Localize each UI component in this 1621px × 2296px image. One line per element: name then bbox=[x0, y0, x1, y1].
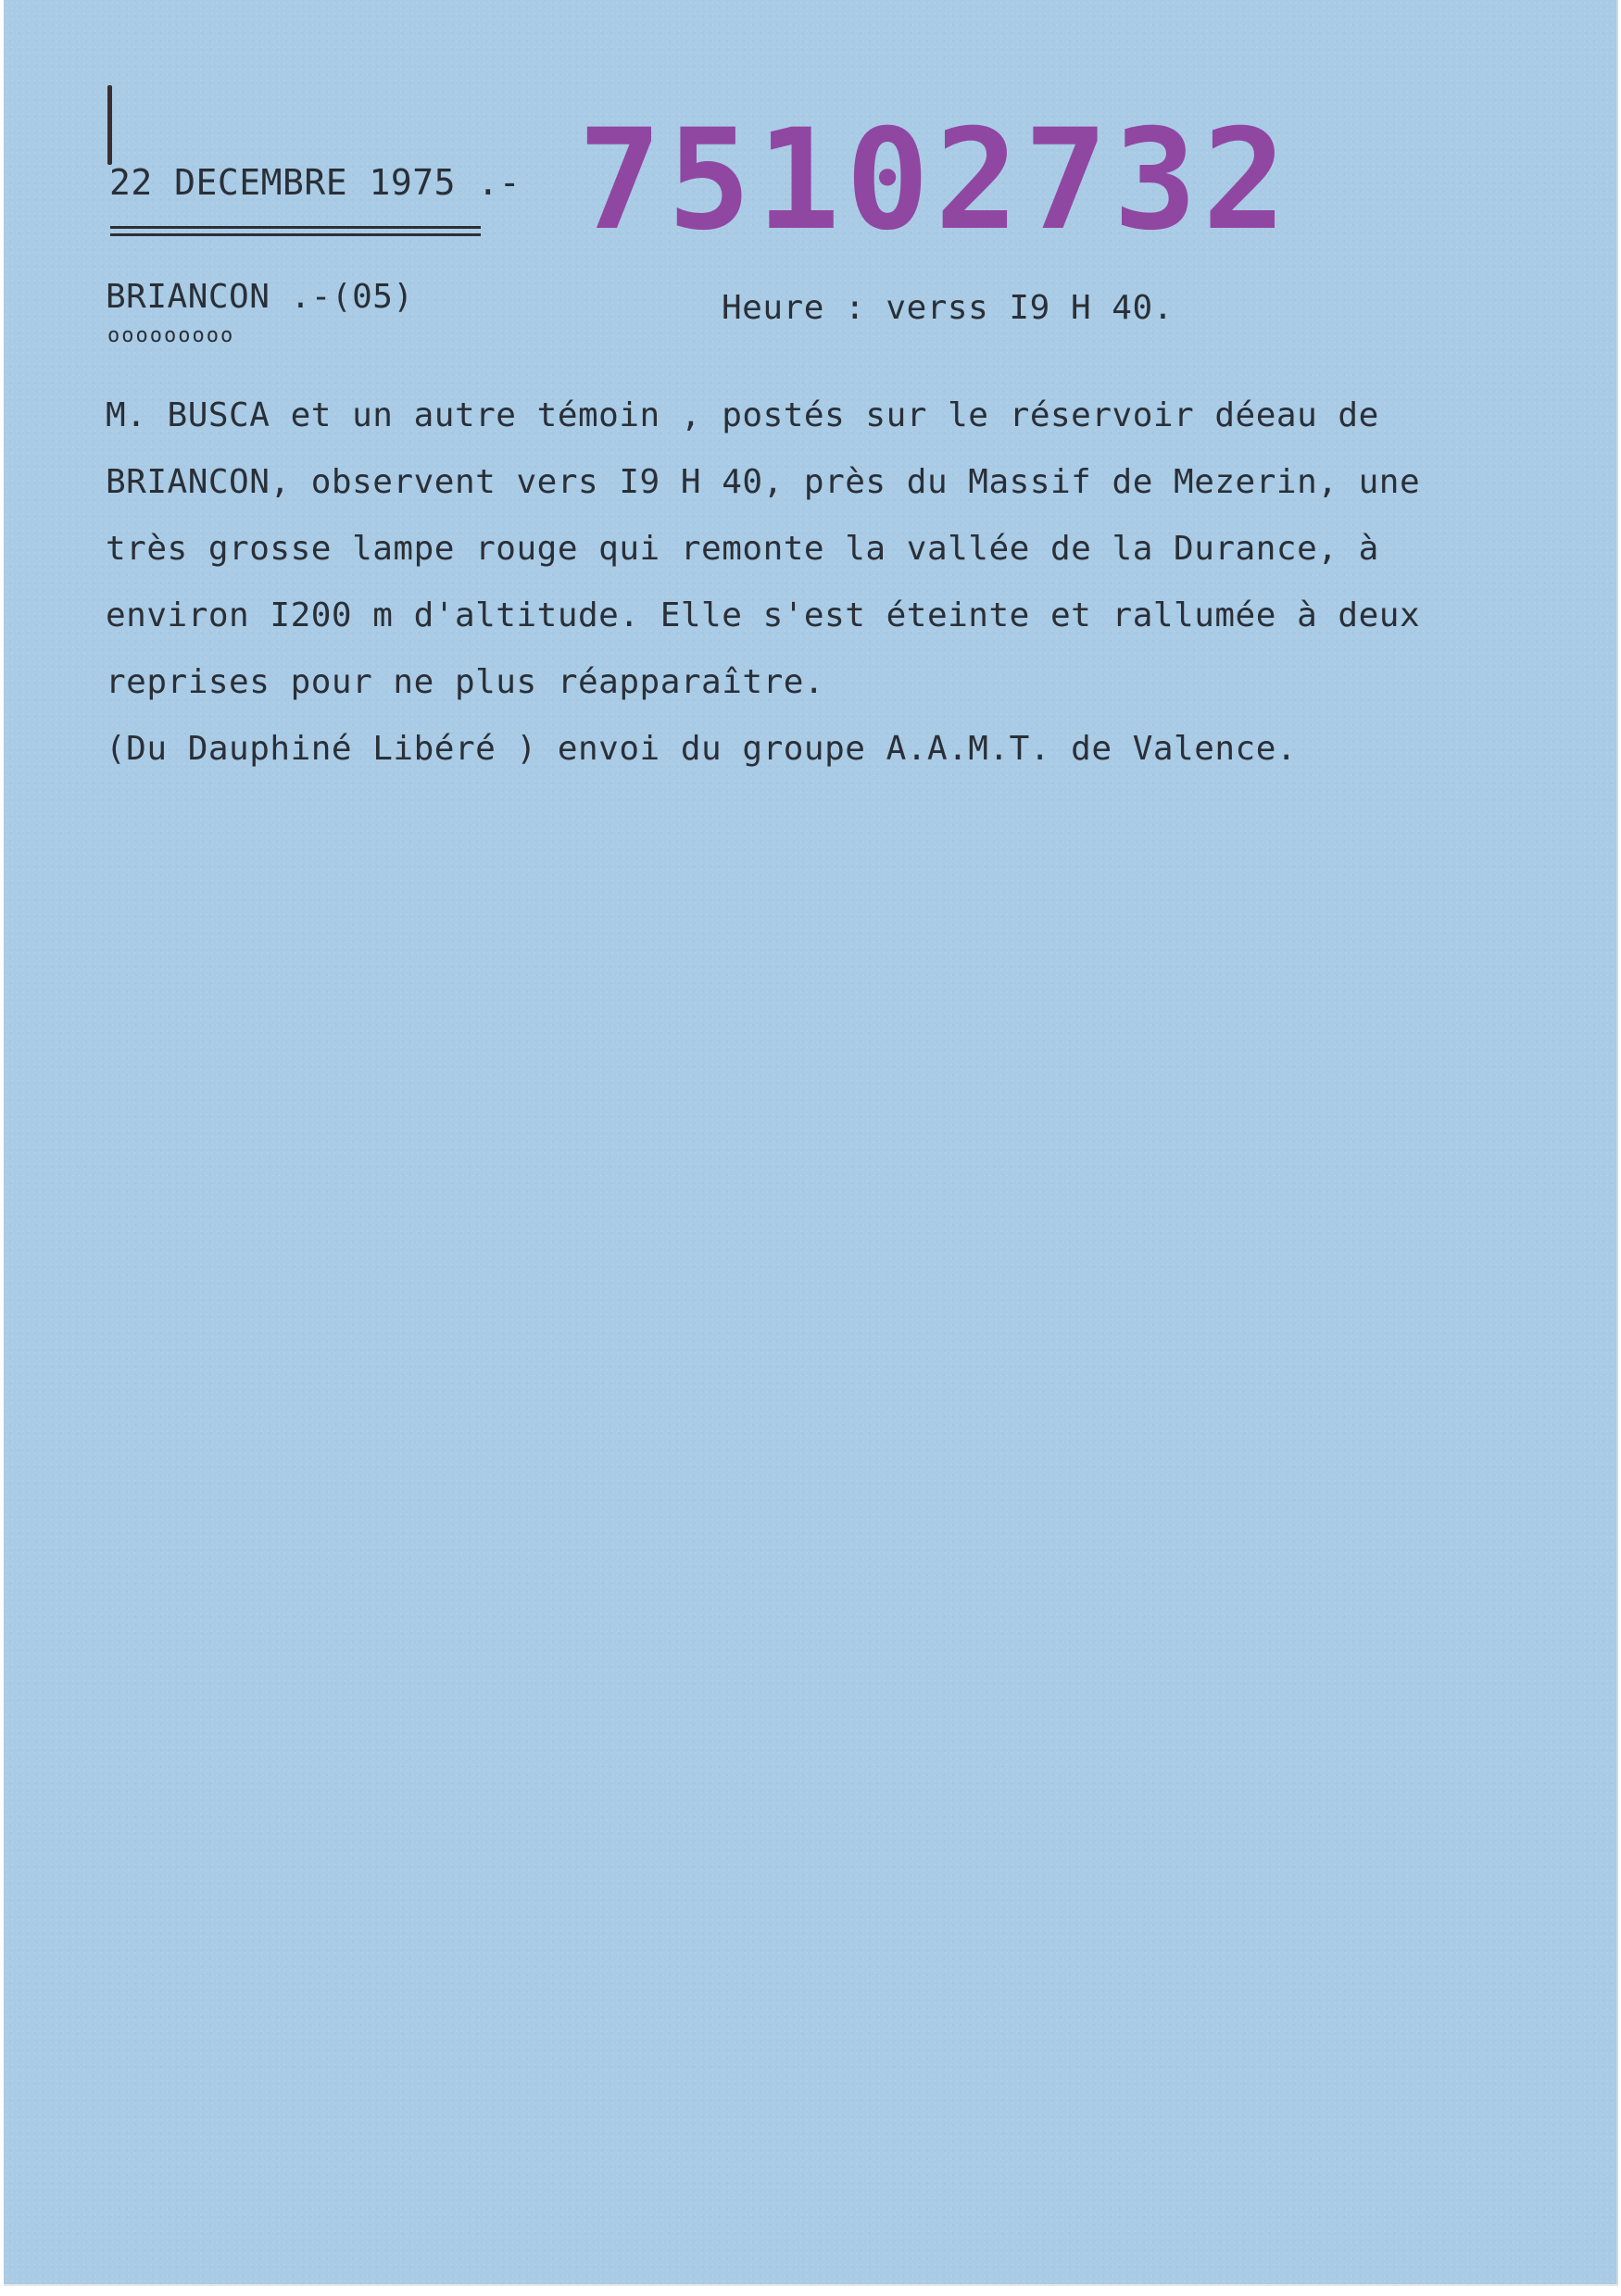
case-number-stamp: 75102732 bbox=[578, 100, 1292, 261]
body-line-5: reprises pour ne plus réapparaître. bbox=[106, 663, 825, 701]
report-date: 22 DECEMBRE 1975 .- bbox=[109, 162, 521, 203]
source-note: (Du Dauphiné Libéré ) envoi du groupe A.A.M.T. de Valence. bbox=[106, 730, 1298, 768]
time-heading: Heure : verss I9 H 40. bbox=[722, 289, 1174, 327]
place-heading: BRIANCON .-(05) bbox=[106, 278, 414, 316]
date-underline bbox=[110, 226, 481, 229]
paper-sheet bbox=[4, 0, 1618, 2286]
body-line-4: environ I200 m d'altitude. Elle s'est éteinte et rallumée à deux bbox=[106, 596, 1421, 634]
date-underline-2 bbox=[110, 233, 481, 236]
place-dots: ooooooooo bbox=[107, 324, 235, 347]
body-line-2: BRIANCON, observent vers I9 H 40, près du Massif de Mezerin, une bbox=[106, 463, 1421, 501]
staple-mark bbox=[107, 85, 112, 165]
body-line-3: très grosse lampe rouge qui remonte la vallée de la Durance, à bbox=[106, 530, 1379, 568]
body-line-1: M. BUSCA et un autre témoin , postés sur le réservoir déeau de bbox=[106, 396, 1379, 434]
